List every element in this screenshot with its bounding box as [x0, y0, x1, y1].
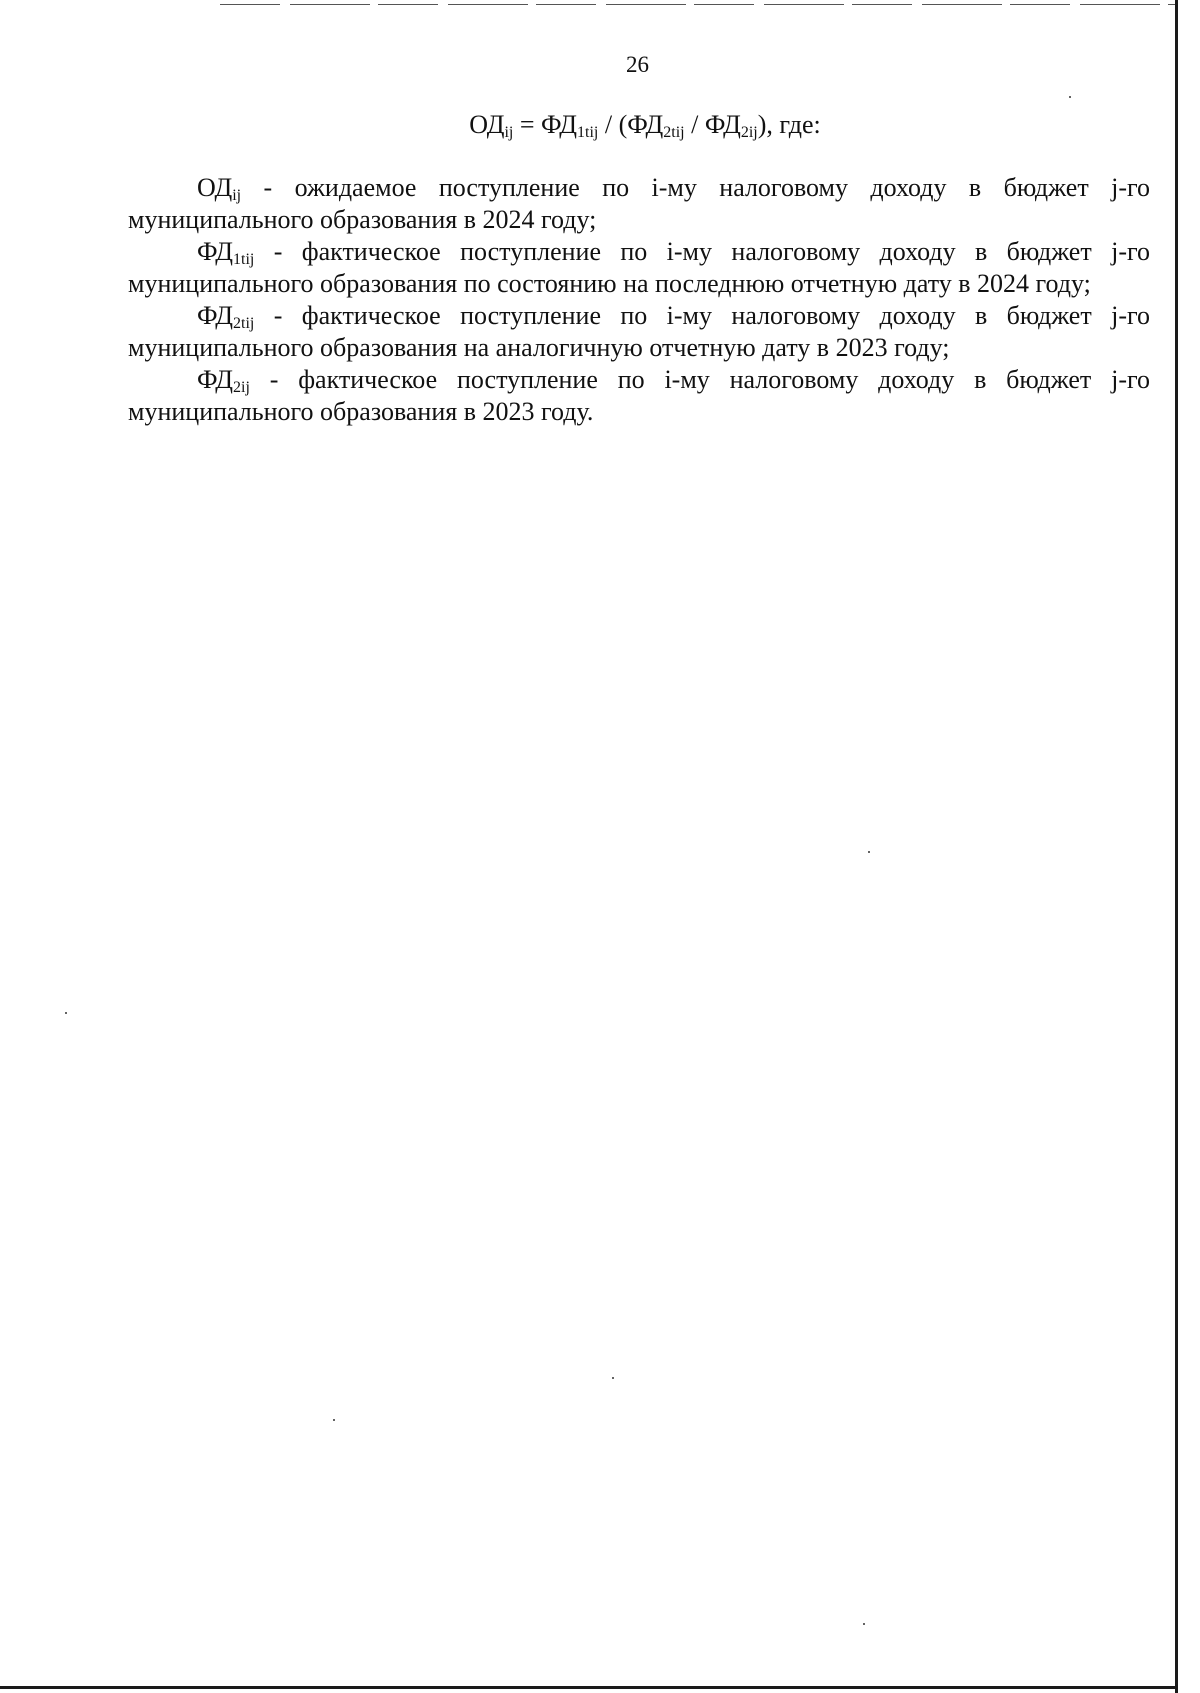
scan-speck — [1069, 96, 1071, 98]
scan-bottom-edge — [0, 1686, 1178, 1689]
definition-symbol: ФД — [197, 301, 233, 330]
scan-speck — [863, 1623, 865, 1625]
formula-separator: / ( — [598, 110, 628, 139]
definition-symbol: ОД — [197, 173, 233, 202]
definition-symbol-subscript: 2tij — [233, 315, 255, 332]
formula-term-2: ФД — [627, 110, 664, 139]
scan-speck — [333, 1419, 335, 1421]
definition-symbol: ФД — [197, 237, 233, 266]
formula-term-3: ФД — [704, 110, 741, 139]
definition-symbol: ФД — [197, 365, 233, 394]
formula-lhs: ОД — [469, 110, 505, 139]
formula-term-1-subscript: 1tij — [577, 124, 599, 141]
formula-tail: ), где: — [757, 110, 821, 139]
definition-symbol-subscript: 1tij — [233, 251, 255, 268]
definitions — [128, 172, 1150, 428]
page-number: 26 — [626, 52, 649, 77]
scan-speck — [868, 851, 870, 853]
definition-paragraph — [128, 172, 1150, 236]
formula-term-3-subscript: 2ij — [740, 124, 758, 141]
definition-text: - фактическое поступление по i-му налоговому доходу в бюджет j-го муниципального образования на аналогичную отчетную дату в 2023 году; — [128, 301, 1150, 362]
scan-right-edge — [1175, 0, 1178, 1693]
formula — [0, 110, 1200, 140]
definition-text: - фактическое поступление по i-му налоговому доходу в бюджет j-го муниципального образования по состоянию на последнюю отчетную дату в 2024 году; — [128, 237, 1150, 298]
definition-paragraph — [128, 236, 1150, 300]
scan-speck — [65, 1012, 67, 1014]
definition-symbol-subscript: ij — [232, 187, 242, 204]
formula-separator: / — [684, 110, 705, 139]
definition-text: - ожидаемое поступление по i-му налоговому доходу в бюджет j-го муниципального образования в 2024 году; — [128, 173, 1150, 234]
definition-text: - фактическое поступление по i-му налоговому доходу в бюджет j-го муниципального образования в 2023 году. — [128, 365, 1150, 426]
formula-term-1: ФД — [541, 110, 578, 139]
definition-paragraph — [128, 364, 1150, 428]
formula-lhs-subscript: ij — [504, 124, 514, 141]
formula-equals: = — [513, 110, 542, 139]
scan-top-edge — [220, 4, 1175, 5]
formula-term-2-subscript: 2tij — [663, 124, 685, 141]
scan-speck — [612, 1377, 614, 1379]
definition-symbol-subscript: 2ij — [233, 379, 250, 396]
definition-paragraph — [128, 300, 1150, 364]
